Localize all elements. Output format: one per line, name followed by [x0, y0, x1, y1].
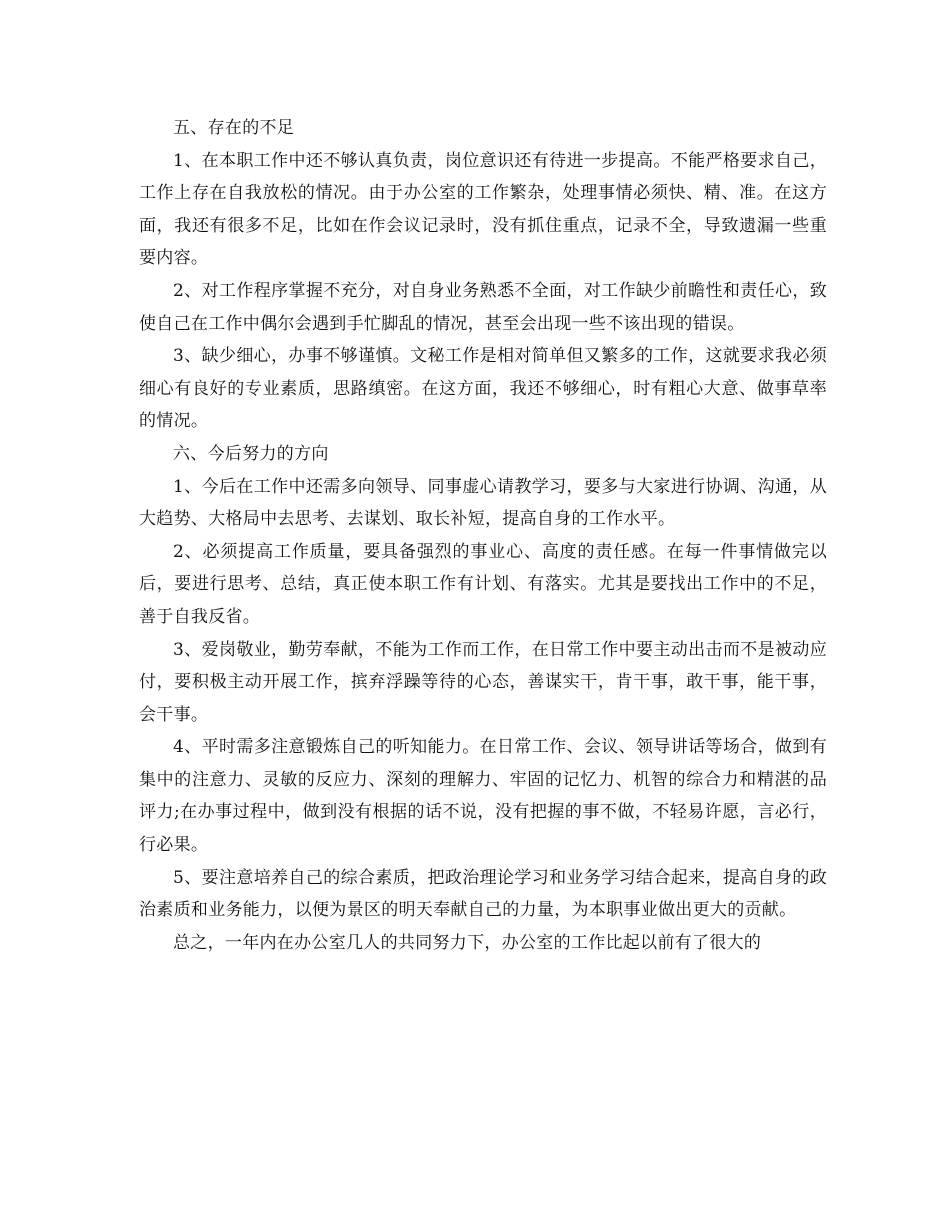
document-page	[139, 112, 827, 959]
paragraph-direction-1: 1、今后在工作中还需多向领导、同事虚心请教学习，要多与大家进行协调、沟通，从大趋势、大格局中去思考、去谋划、取长补短，提高自身的工作水平。	[139, 476, 827, 530]
paragraph-conclusion: 总之，一年内在办公室几人的共同努力下，办公室的工作比起以前有了很大的	[173, 932, 762, 953]
paragraph-shortcoming-1: 1、在本职工作中还不够认真负责，岗位意识还有待进一步提高。不能严格要求自己，工作上存在自我放松的情况。由于办公室的工作繁杂，处理事情必须快、精、准。在这方面，我还有很多不足，比如在作会议记录时，没有抓住重点，记录不全，导致遗漏一些重要内容。	[139, 150, 827, 269]
section-heading-future-direction: 六、今后努力的方向	[173, 443, 329, 464]
paragraph-direction-5: 5、要注意培养自己的综合素质，把政治理论学习和业务学习结合起来，提高自身的政治素质和业务能力，以便为景区的明天奉献自己的力量，为本职事业做出更大的贡献。	[139, 867, 827, 921]
paragraph-shortcoming-3: 3、缺少细心，办事不够谨慎。文秘工作是相对简单但又繁多的工作，这就要求我必须细心有良好的专业素质，思路缜密。在这方面，我还不够细心，时有粗心大意、做事草率的情况。	[139, 346, 827, 432]
section-heading-shortcomings: 五、存在的不足	[173, 118, 295, 138]
paragraph-direction-4: 4、平时需多注意锻炼自己的听知能力。在日常工作、会议、领导讲话等场合，做到有集中的注意力、灵敏的反应力、深刻的理解力、牢固的记忆力、机智的综合力和精湛的品评力;在办事过程中，做到没有根据的话不说，没有把握的事不做，不轻易许愿，言必行，行必果。	[139, 737, 827, 856]
paragraph-direction-3: 3、爱岗敬业，勤劳奉献，不能为工作而工作，在日常工作中要主动出击而不是被动应付，要积极主动开展工作，摈弃浮躁等待的心态，善谋实干，肯干事，敢干事，能干事，会干事。	[139, 639, 827, 725]
paragraph-direction-2: 2、必须提高工作质量，要具备强烈的事业心、高度的责任感。在每一件事情做完以后，要进行思考、总结，真正使本职工作有计划、有落实。尤其是要找出工作中的不足，善于自我反省。	[139, 541, 827, 627]
paragraph-shortcoming-2: 2、对工作程序掌握不充分，对自身业务熟悉不全面，对工作缺少前瞻性和责任心，致使自己在工作中偶尔会遇到手忙脚乱的情况，甚至会出现一些不该出现的错误。	[139, 280, 827, 334]
